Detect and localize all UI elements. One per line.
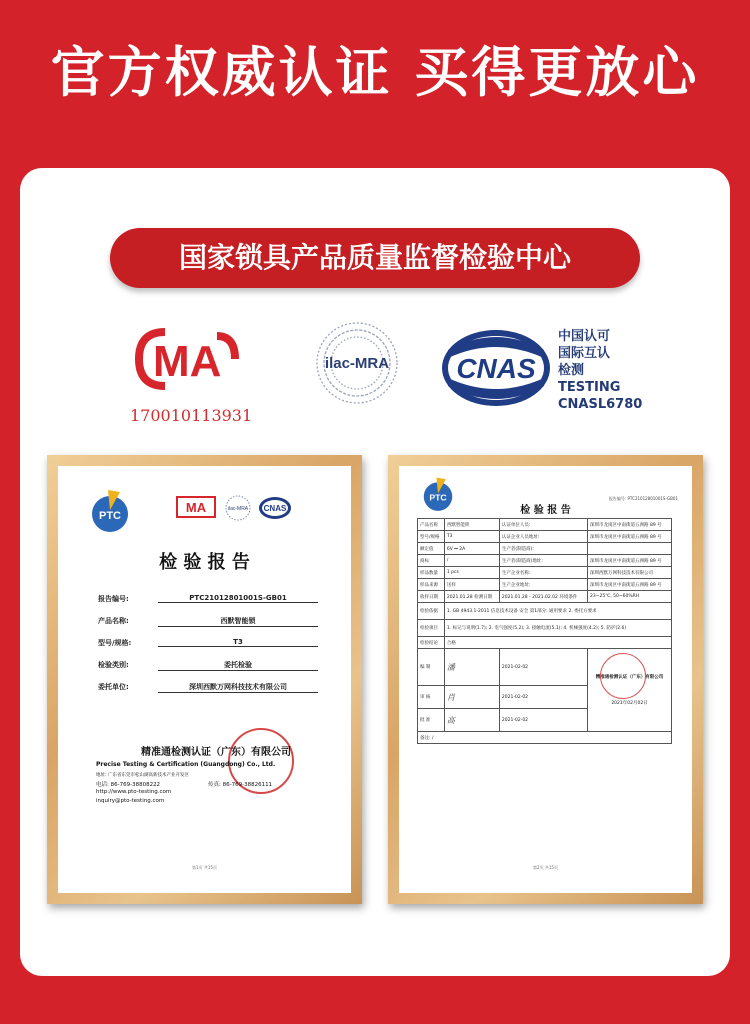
table-cell: 深圳西默万网科技技术有限公司	[588, 567, 672, 579]
ilac-mini-text: ilac-MRA	[227, 506, 249, 512]
table-cell: 认证企业人员地址:	[499, 531, 587, 543]
signature: 高	[446, 715, 455, 725]
field-row	[98, 616, 318, 626]
table-cell: 生产者(制造商):	[499, 543, 587, 555]
table-cell: 1 pcs	[444, 567, 499, 579]
certificate-frame-right	[388, 455, 703, 904]
cnas-logo-text: CNAS	[456, 353, 536, 384]
environment-label: 环境条件	[559, 594, 578, 600]
cnas-caption-line: 中国认可	[558, 329, 611, 344]
table-cell: 商标	[418, 555, 445, 567]
table-row	[418, 591, 672, 603]
table-cell: 备注: /	[418, 732, 672, 744]
cma-mini-icon	[176, 496, 216, 518]
field-value: 委托检验	[158, 660, 318, 671]
table-cell: 2021-02-02	[499, 709, 587, 732]
cnas-caption-line: CNASL6780	[558, 397, 643, 412]
table-cell: 型号/规格	[418, 531, 445, 543]
table-cell: 西默智能锁	[444, 519, 499, 531]
table-row	[418, 555, 672, 567]
field-label: 委托单位:	[98, 683, 129, 691]
table-cell: 审 核	[418, 686, 445, 709]
table-row	[418, 543, 672, 555]
page-number: 第2页 共15页	[533, 865, 558, 870]
table-cell: 编 制	[418, 649, 445, 686]
ptc-badge-icon	[86, 488, 134, 536]
table-row	[418, 637, 672, 649]
table-cell: 生产者(制造商)地址:	[499, 555, 587, 567]
table-row	[418, 519, 672, 531]
field-label: 产品名称:	[98, 617, 129, 625]
certificate-report-page	[399, 466, 692, 893]
cnas-caption-line: 检测	[558, 363, 585, 378]
table-cell	[588, 649, 672, 732]
table-cell	[444, 591, 499, 603]
field-label: 报告编号:	[98, 595, 129, 603]
table-cell: 2021-02-02	[499, 686, 587, 709]
table-cell	[499, 591, 587, 603]
certificate-frame-left	[47, 455, 362, 904]
field-value: 深圳西默万网科技技术有限公司	[158, 682, 318, 693]
certificate-right-title: 检 验 报 告	[520, 505, 571, 516]
company-seal	[600, 653, 646, 699]
table-row	[418, 567, 672, 579]
field-row	[98, 638, 318, 648]
cnas-caption-line: TESTING	[558, 380, 621, 395]
table-cell: 1. 标记与说明(1.7); 2. 电气强度(5.2); 3. 接触电流(5.1); 4. 机械强度(4.2); 5. 防护(2.6)	[444, 620, 671, 637]
table-row	[418, 531, 672, 543]
table-cell: 深圳市龙岗区中南街道五洲路 89 号	[588, 531, 672, 543]
table-cell: 深圳市龙岗区中南街道五洲路 89 号	[588, 579, 672, 591]
table-cell: T3	[444, 531, 499, 543]
issuer-fax: 传真: 86-769-38826111	[208, 782, 273, 788]
ptc-badge-text: PTC	[99, 510, 121, 522]
cnas-caption-line: 国际互认	[558, 346, 611, 361]
cnas-logo-icon	[440, 328, 552, 408]
table-cell: 2021-02-02	[499, 649, 587, 686]
test-date: 2021.01.28 - 2021.02.02	[501, 594, 558, 600]
table-cell: 检验项目	[418, 620, 445, 637]
table-cell: 认证单位人员:	[499, 519, 587, 531]
table-cell: 样品数量	[418, 567, 445, 579]
test-date-label: 检测日期	[474, 594, 493, 600]
cnas-mini-icon	[258, 496, 292, 520]
issuer-address: 地址: 广东省东莞市松山湖高新技术产业开发区	[96, 773, 189, 778]
certificate-left-title: 检 验 报 告	[159, 552, 250, 573]
ilac-mra-logo-icon	[302, 318, 412, 408]
field-value: T3	[158, 638, 318, 647]
table-cell	[444, 709, 499, 732]
field-value: 西默智能锁	[158, 616, 318, 627]
issuer-name-en: Precise Testing & Certification (Guangdong) Co., Ltd.	[96, 761, 276, 768]
table-cell: 送样	[444, 579, 499, 591]
table-cell: 样品来源	[418, 579, 445, 591]
table-cell: 6V ⎓ 2A	[444, 543, 499, 555]
certificate-cover	[58, 466, 351, 893]
issuer-email: inquiry@pto-testing.com	[96, 798, 165, 804]
field-row	[98, 660, 318, 670]
sample-date: 2021.01.28	[446, 594, 473, 600]
signature: 潘	[446, 662, 455, 672]
issuer-name-cn: 精准通检测认证（广东）有限公司	[141, 747, 291, 758]
table-cell: 合格	[444, 637, 671, 649]
field-label: 型号/规格:	[98, 639, 132, 647]
ilac-logo-text: ilac-MRA	[324, 355, 390, 372]
cnas-mini-text: CNAS	[263, 504, 287, 513]
table-cell: 1. GB 4943.1-2011 信息技术设备 安全 第1部分: 通用要求 2. 委托方要求	[444, 603, 671, 620]
table-cell: 生产企业名称:	[499, 567, 587, 579]
seal-company-name: 精准通检测认证（广东）有限公司	[595, 675, 664, 680]
subtitle-banner: 国家锁具产品质量监督检验中心	[110, 228, 640, 288]
seal-date: 2021年02月02日	[611, 701, 648, 706]
headline: 官方权威认证 买得更放心	[50, 41, 700, 104]
ptc-badge-text: PTC	[429, 492, 447, 503]
table-cell: 额定值	[418, 543, 445, 555]
table-cell: 检验结论	[418, 637, 445, 649]
table-cell: 批 准	[418, 709, 445, 732]
table-cell: /	[444, 555, 499, 567]
report-number: 报告编号: PTC21012801001S-GB01	[608, 496, 678, 501]
field-row	[98, 594, 318, 604]
issuer-website: http://www.pto-testing.com	[96, 789, 172, 795]
cnas-caption	[558, 328, 642, 413]
table-cell: 产品名称	[418, 519, 445, 531]
table-row	[418, 649, 672, 686]
table-cell: 23~25℃, 50~60%RH	[588, 591, 672, 603]
table-row	[418, 620, 672, 637]
field-value: PTC21012801001S-GB01	[158, 594, 318, 603]
cma-logo-icon	[135, 328, 240, 390]
table-cell: 生产企业地址:	[499, 579, 587, 591]
table-row	[418, 732, 672, 744]
ilac-mini-icon	[224, 494, 252, 522]
signature: 肖	[446, 692, 455, 702]
content-panel	[20, 168, 730, 976]
page-number: 第1页 共15页	[192, 865, 217, 870]
table-cell: 深圳市龙岗区中南街道五洲路 89 号	[588, 519, 672, 531]
report-table	[417, 518, 672, 744]
table-cell: 检验依据	[418, 603, 445, 620]
table-cell	[444, 649, 499, 686]
table-cell: 深圳市龙岗区中南街道五洲路 89 号	[588, 555, 672, 567]
table-cell	[588, 543, 672, 555]
field-row	[98, 682, 318, 692]
cma-number: 170010113931	[130, 406, 253, 425]
cma-mini-text: MA	[185, 500, 207, 515]
field-label: 检验类别:	[98, 661, 129, 669]
table-row	[418, 603, 672, 620]
table-cell	[444, 686, 499, 709]
cma-logo-text: MA	[153, 337, 222, 386]
table-cell: 收样日期	[418, 591, 445, 603]
table-row	[418, 579, 672, 591]
issuer-tel: 电话: 86-769-38808222	[96, 782, 161, 788]
